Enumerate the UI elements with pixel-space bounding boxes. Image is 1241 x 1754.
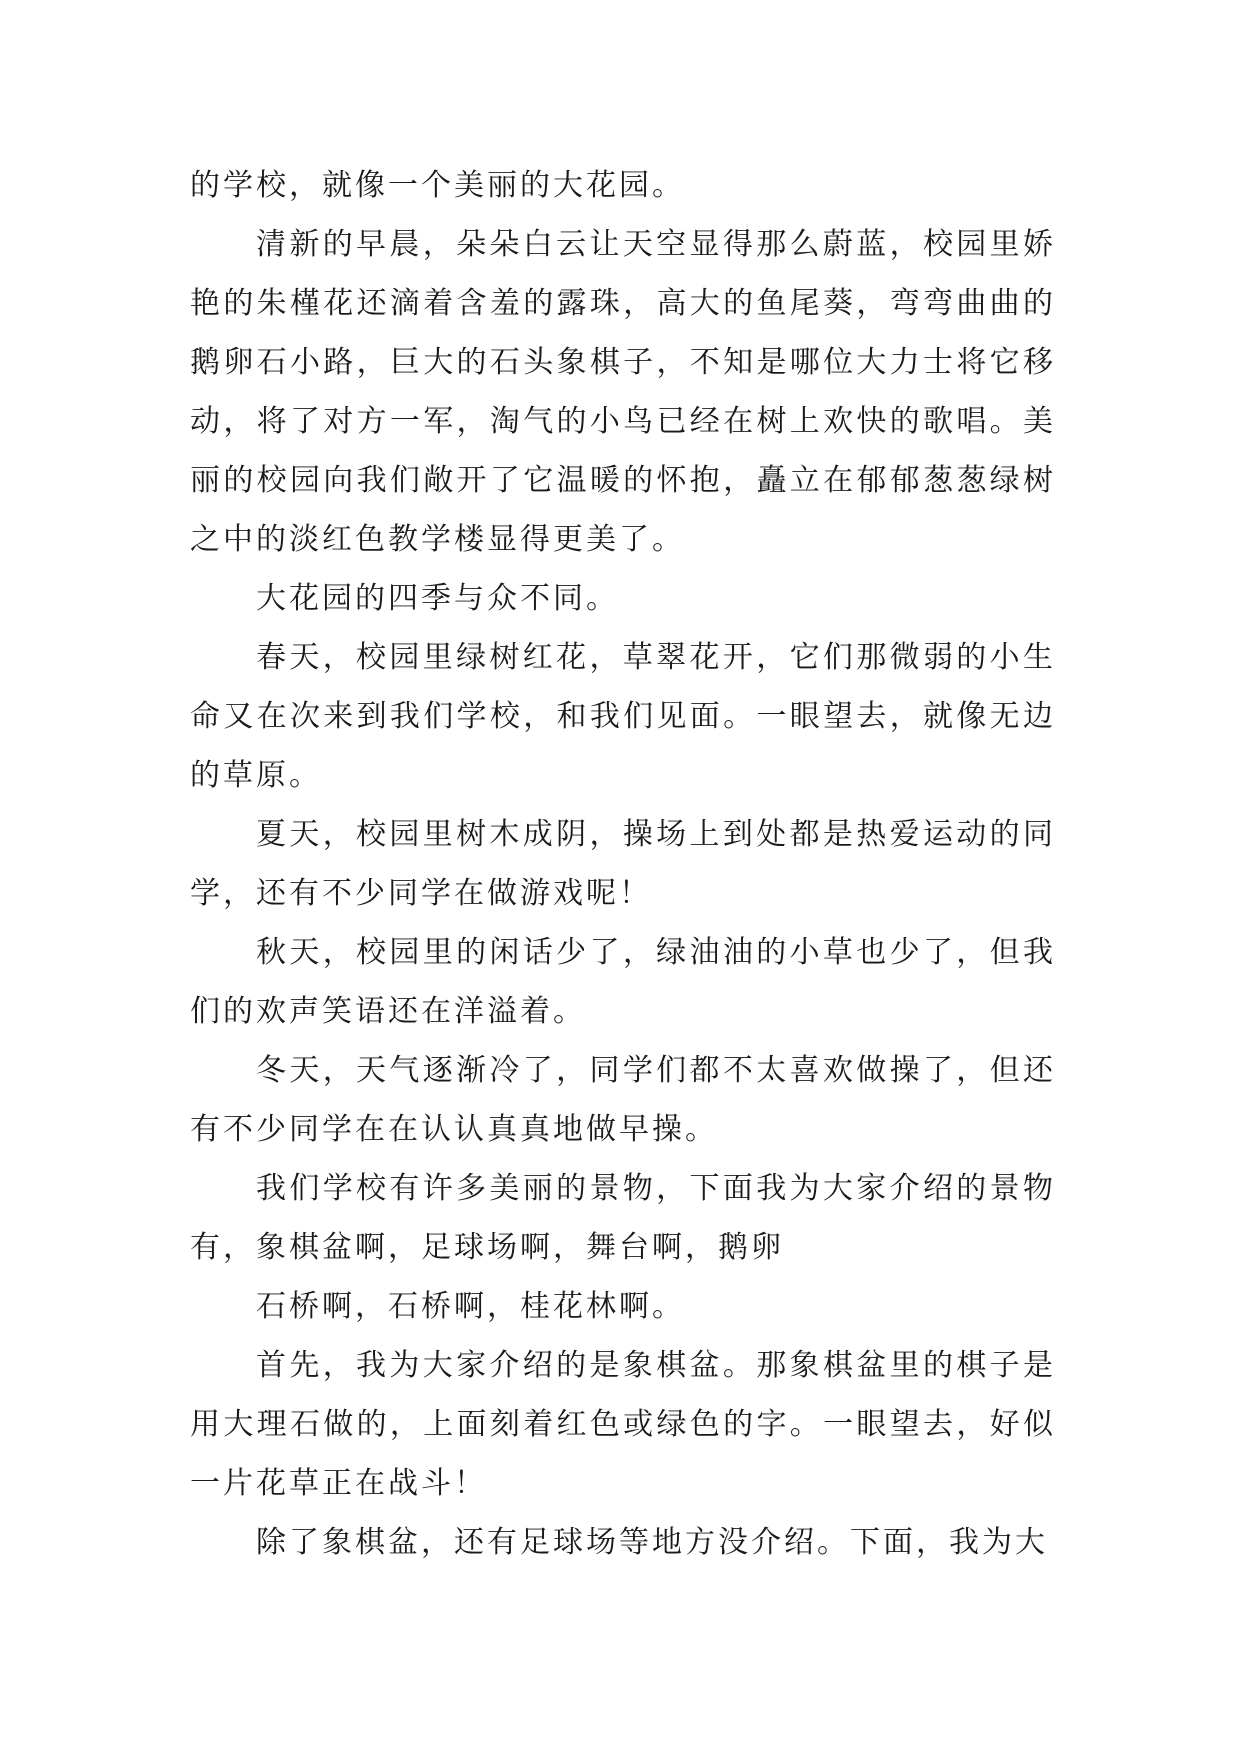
- paragraph-1: 的学校，就像一个美丽的大花园。: [190, 168, 685, 203]
- paragraph-3: 大花园的四季与众不同。: [256, 581, 619, 616]
- paragraph-7: 冬天，天气逐渐冷了，同学们都不太喜欢做操了，但还有不少同学在在认认真真地做早操。: [190, 1053, 1056, 1147]
- document-body: [190, 156, 1056, 1572]
- paragraph-6: 秋天，校园里的闲话少了，绿油油的小草也少了，但我们的欢声笑语还在洋溢着。: [190, 935, 1056, 1029]
- paragraph-8: 我们学校有许多美丽的景物，下面我为大家介绍的景物有，象棋盆啊，足球场啊，舞台啊，鹅卵: [190, 1171, 1056, 1265]
- paragraph-11: 除了象棋盆，还有足球场等地方没介绍。下面，我为大: [256, 1525, 1048, 1560]
- paragraph-9: 石桥啊，石桥啊，桂花林啊。: [256, 1289, 685, 1324]
- paragraph-5: 夏天，校园里树木成阴，操场上到处都是热爱运动的同学，还有不少同学在做游戏呢！: [190, 817, 1056, 911]
- paragraph-10: 首先，我为大家介绍的是象棋盆。那象棋盆里的棋子是用大理石做的，上面刻着红色或绿色的字。一眼望去，好似一片花草正在战斗！: [190, 1348, 1056, 1501]
- paragraph-2: 清新的早晨，朵朵白云让天空显得那么蔚蓝，校园里娇艳的朱槿花还滴着含羞的露珠，高大的鱼尾葵，弯弯曲曲的鹅卵石小路，巨大的石头象棋子，不知是哪位大力士将它移动，将了对方一军，淘气的小鸟已经在树上欢快的歌唱。美丽的校园向我们敞开了它温暖的怀抱，矗立在郁郁葱葱绿树之中的淡红色教学楼显得更美了。: [190, 227, 1056, 557]
- paragraph-4: 春天，校园里绿树红花，草翠花开，它们那微弱的小生命又在次来到我们学校，和我们见面。一眼望去，就像无边的草原。: [190, 640, 1056, 793]
